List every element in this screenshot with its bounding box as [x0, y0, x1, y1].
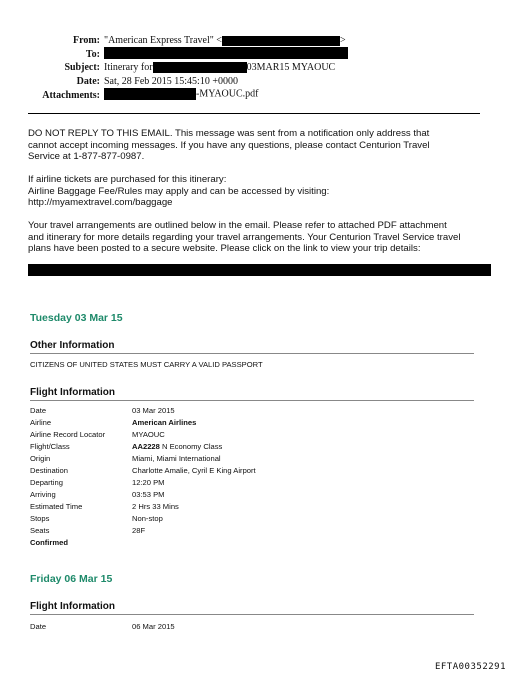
row-label-date: Date: [30, 406, 47, 415]
arrangements-line: plans have been posted to a secure website. Please click on the link to view your trip details:: [28, 243, 421, 254]
notice-line: cannot accept incoming messages. If you have any questions, please contact Centurion Travel: [28, 139, 430, 151]
baggage-paragraph: [28, 174, 488, 209]
document-id: EFTA00352291: [434, 662, 506, 672]
notice-line: Service at 1-877-877-0987.: [28, 151, 145, 162]
row-value-estimated-time: 2 Hrs 33 Mins: [132, 502, 179, 511]
flight-class: N Economy Class: [159, 442, 223, 451]
baggage-line: Airline Baggage Fee/Rules may apply and can be accessed by visiting:: [28, 185, 330, 197]
notice-line: DO NOT REPLY TO THIS EMAIL. This message was sent from a notification only address that: [28, 128, 430, 139]
from-value: [104, 35, 346, 46]
baggage-link[interactable]: http://myamextravel.com/baggage: [28, 197, 173, 208]
redaction-bar: [153, 62, 247, 73]
subject-tail-text: 03MAR15 MYAOUC: [246, 62, 336, 73]
flight-information-title: Flight Information: [30, 387, 115, 398]
attachments-value[interactable]: [104, 88, 259, 100]
subject-text: Itinerary for: [104, 62, 153, 73]
row-value-date: 06 Mar 2015: [132, 622, 175, 631]
to-label: To:: [85, 49, 100, 60]
row-value-flight-class: [132, 442, 222, 451]
row-label-record-locator: Airline Record Locator: [30, 430, 106, 439]
from-sender-text: "American Express Travel" <: [104, 35, 222, 46]
row-value-seats: 28F: [132, 526, 146, 535]
arrangements-paragraph: [28, 220, 488, 255]
date-value: Sat, 28 Feb 2015 15:45:10 +0000: [104, 76, 238, 87]
other-information-title: Other Information: [30, 340, 115, 351]
arrangements-line: Your travel arrangements are outlined below in the email. Please refer to attached PDF attachment: [28, 220, 447, 231]
row-value-date: 03 Mar 2015: [132, 406, 175, 415]
arrangements-line: and itinerary for more details regarding your travel arrangements. Your Centurion Travel Service travel: [28, 231, 461, 243]
row-label-airline: Airline: [30, 418, 52, 427]
row-value-record-locator: MYAOUC: [132, 430, 165, 439]
to-value: [104, 47, 348, 59]
flight-number: AA2228: [132, 442, 160, 451]
day-heading: Tuesday 03 Mar 15: [30, 312, 123, 324]
row-value-destination: Charlotte Amalie, Cyril E King Airport: [132, 466, 256, 475]
passport-note: CITIZENS OF UNITED STATES MUST CARRY A VALID PASSPORT: [30, 360, 263, 369]
row-value-origin: Miami, Miami International: [132, 454, 221, 463]
redaction-bar: [222, 36, 340, 46]
from-label: From:: [72, 35, 100, 46]
attachment-filename[interactable]: -MYAOUC.pdf: [196, 88, 259, 100]
row-label-stops: Stops: [30, 514, 50, 523]
row-label-destination: Destination: [30, 466, 68, 475]
row-value-departing: 12:20 PM: [132, 478, 165, 487]
section-divider: [30, 400, 474, 401]
redaction-bar: [104, 88, 196, 100]
row-label-estimated-time: Estimated Time: [30, 502, 83, 511]
section-divider: [30, 614, 474, 615]
row-label-arriving: Arriving: [30, 490, 56, 499]
baggage-line: If airline tickets are purchased for this itinerary:: [28, 174, 227, 185]
row-value-stops: Non-stop: [132, 514, 163, 523]
day-heading: Friday 06 Mar 15: [30, 573, 113, 585]
row-value-arriving: 03:53 PM: [132, 490, 165, 499]
flight-information-title: Flight Information: [30, 601, 115, 612]
date-label: Date:: [76, 76, 100, 87]
attachments-label: Attachments:: [42, 90, 100, 101]
redaction-bar: [104, 47, 348, 59]
header-divider: [28, 113, 480, 114]
confirmed-status: Confirmed: [30, 538, 68, 547]
notice-paragraph: [28, 128, 488, 163]
subject-label: Subject:: [64, 62, 100, 73]
row-value-airline: American Airlines: [132, 418, 197, 427]
from-tail-text: >: [339, 35, 346, 46]
subject-value: [104, 62, 335, 73]
row-label-flight-class: Flight/Class: [30, 442, 70, 451]
row-label-seats: Seats: [30, 526, 50, 535]
row-label-origin: Origin: [30, 454, 51, 463]
row-label-date: Date: [30, 622, 47, 631]
row-label-departing: Departing: [30, 478, 63, 487]
section-divider: [30, 353, 474, 354]
redacted-trip-link: [28, 264, 491, 276]
